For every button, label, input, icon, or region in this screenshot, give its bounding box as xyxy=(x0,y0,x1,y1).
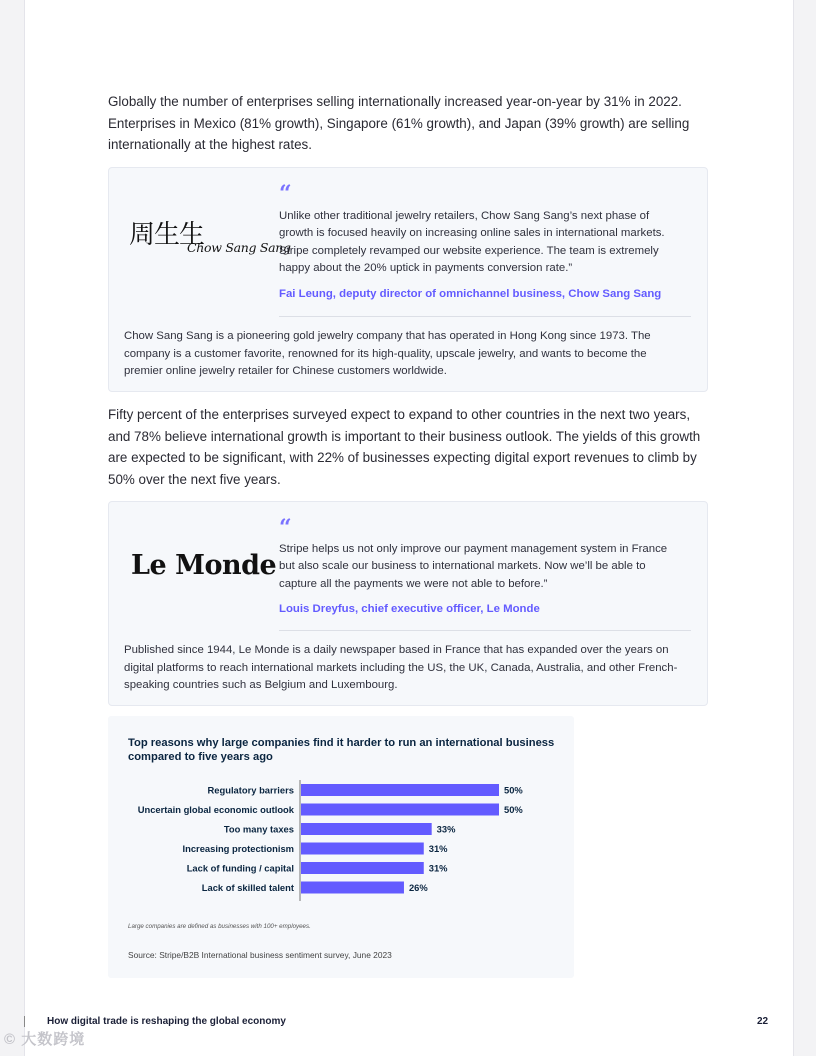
quote-mark-icon: “ xyxy=(279,515,290,541)
value-label: 31% xyxy=(428,862,448,874)
bar xyxy=(301,823,432,835)
divider xyxy=(279,316,691,317)
quote-attribution: Louis Dreyfus, chief executive officer, Le Monde xyxy=(279,603,540,615)
bar xyxy=(301,882,404,894)
quote-card-chow-sang-sang xyxy=(108,167,708,392)
value-label: 33% xyxy=(436,823,456,835)
value-label: 26% xyxy=(408,881,428,893)
bar xyxy=(301,843,424,855)
quote-card-le-monde xyxy=(108,501,708,706)
page-number: 22 xyxy=(757,1016,769,1027)
le-monde-logo xyxy=(131,550,276,581)
chow-sang-sang-logo xyxy=(129,220,291,264)
category-label: Too many taxes xyxy=(223,823,294,835)
bar-chart xyxy=(108,778,574,918)
category-label: Lack of funding / capital xyxy=(186,862,294,874)
middle-paragraph: Fifty percent of the enterprises surveyed expect to expand to other countries in the next two years, and 78% believe international growth is important to their business outlook. The yields of this growth are expected to be significant, with 22% of businesses expecting digital export revenues to climb by 50% over the next five years. xyxy=(108,407,701,487)
bar xyxy=(301,862,424,874)
chart-footnote: Large companies are defined as businesses with 100+ employees. xyxy=(128,923,311,930)
logo-chinese: 周生生 xyxy=(129,220,205,250)
quote-mark-icon: “ xyxy=(279,181,290,207)
chart-title: Top reasons why large companies find it harder to run an international business compared to five years ago xyxy=(128,737,555,763)
value-label: 31% xyxy=(428,842,448,854)
company-description: Chow Sang Sang is a pioneering gold jewelry company that has operated in Hong Kong since 1973. The company is a customer favorite, renowned for its high-quality, upscale jewelry, and wants to become the premier online jewelry retailer for Chinese customers worldwide. xyxy=(124,330,651,377)
bar xyxy=(301,804,499,816)
logo-english: Chow Sang Sang xyxy=(187,240,291,255)
category-label: Uncertain global economic outlook xyxy=(137,803,294,815)
company-description: Published since 1944, Le Monde is a daily newspaper based in France that has expanded over the years on digital platforms to reach international markets including the US, the UK, Canada, Australia, and other French-speaking countries such as Belgium and Luxembourg. xyxy=(124,644,678,691)
quote-text: Stripe helps us not only improve our payment management system in France but also scale our business to international markets. Now we’ll be able to capture all the payments we were not able to before.” xyxy=(279,543,668,590)
logo-le-monde: Le Monde xyxy=(131,550,277,581)
category-label: Increasing protectionism xyxy=(182,842,294,854)
quote-attribution: Fai Leung, deputy director of omnichannel business, Chow Sang Sang xyxy=(279,288,662,300)
divider xyxy=(279,630,691,631)
intro-paragraph: Globally the number of enterprises selling internationally increased year-on-year by 31% in 2022. Enterprises in Mexico (81% growth), Singapore (61% growth), and Japan (39% growth) are selling internationally at the highest rates. xyxy=(108,94,690,152)
value-label: 50% xyxy=(504,784,523,796)
watermark: © 大数跨境 xyxy=(4,1031,86,1048)
category-label: Lack of skilled talent xyxy=(201,881,294,893)
chart-source: Source: Stripe/B2B International business sentiment survey, June 2023 xyxy=(128,950,392,960)
quote-text: Unlike other traditional jewelry retailers, Chow Sang Sang’s next phase of growth is focused heavily on increasing online sales in international markets. Stripe completely revamped our website experience. The team is extremely happy about the 20% uptick in payments conversion rate.” xyxy=(279,210,665,274)
footer-title: How digital trade is reshaping the global economy xyxy=(47,1016,286,1027)
bar xyxy=(301,784,499,796)
value-label: 50% xyxy=(504,803,523,815)
footer-divider xyxy=(24,1016,25,1027)
category-label: Regulatory barriers xyxy=(207,784,294,796)
chart-card xyxy=(108,716,574,978)
